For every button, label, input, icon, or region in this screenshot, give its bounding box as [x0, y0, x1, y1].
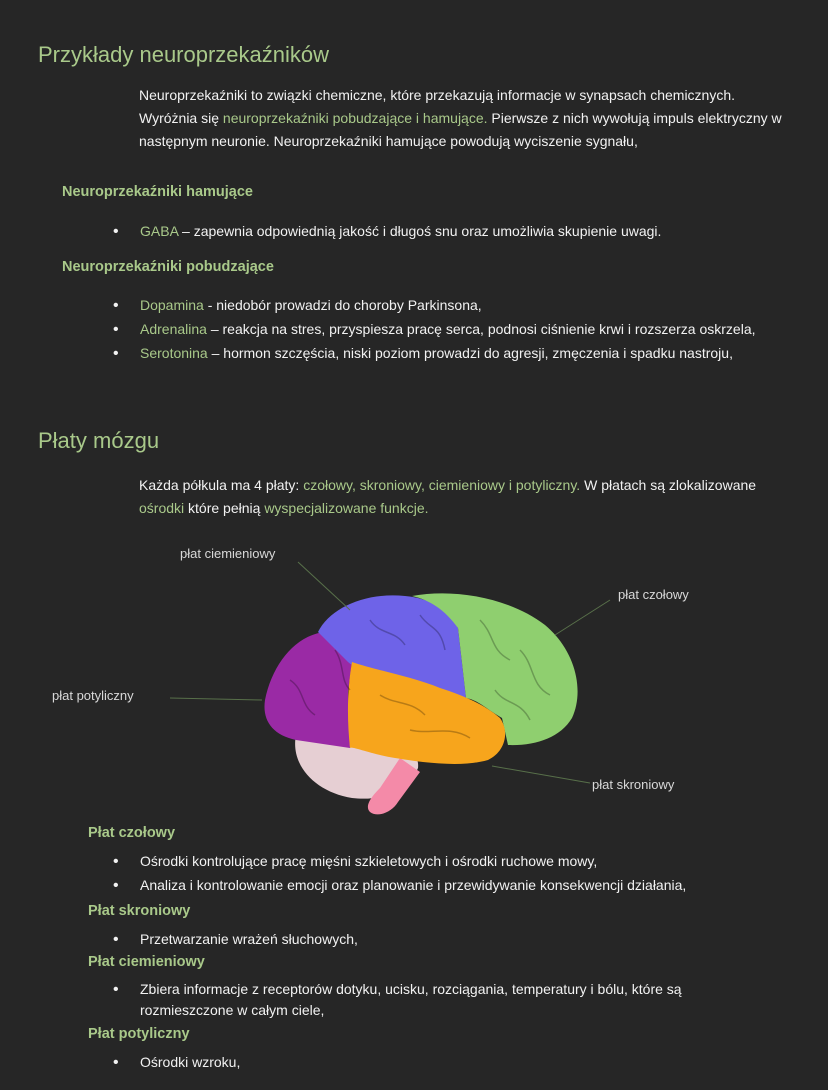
inhibitory-list — [113, 221, 803, 245]
section-title-brain-lobes: Płaty mózgu — [38, 428, 160, 453]
list-item: • Przetwarzanie wrażeń słuchowych, — [113, 929, 813, 950]
temporal-list — [113, 929, 813, 953]
parietal-list — [113, 979, 773, 1024]
label-parietal: płat ciemieniowy — [180, 546, 276, 561]
list-item: • Ośrodki wzroku, — [113, 1052, 813, 1073]
neurotransmitters-intro: Neuroprzekaźniki to związki chemiczne, które przekazują informacje w synapsach chemicznych. Wyróżnia się neuroprzekaźniki pobudzające i hamujące. Pierwsze z nich wywołują impuls elektryczny w następnym neuronie. Neuroprzekaźniki hamujące powodują wyciszenie sygnału, — [139, 87, 782, 149]
excitatory-heading: Neuroprzekaźniki pobudzające — [62, 259, 274, 275]
brain-illustration — [0, 540, 828, 830]
lobe-heading-occipital: Płat potyliczny — [88, 1026, 190, 1042]
section-title-neurotransmitters: Przykłady neuroprzekaźników — [38, 42, 330, 67]
inhibitory-heading: Neuroprzekaźniki hamujące — [62, 184, 253, 200]
list-item: • Dopamina - niedobór prowadzi do choroby Parkinsona, — [113, 295, 773, 316]
list-item: • Adrenalina – reakcja na stres, przyspiesza pracę serca, podnosi ciśnienie krwi i rozszerza oskrzela, — [113, 319, 773, 340]
list-item: • Serotonina – hormon szczęścia, niski poziom prowadzi do agresji, zmęczenia i spadku nastroju, — [113, 343, 773, 364]
list-item: • GABA – zapewnia odpowiednią jakość i długoś snu oraz umożliwia skupienie uwagi. — [113, 221, 803, 242]
label-frontal: płat czołowy — [618, 587, 689, 602]
label-occipital: płat potyliczny — [52, 688, 134, 703]
frontal-list — [113, 851, 813, 899]
label-temporal: płat skroniowy — [592, 777, 675, 792]
lobe-heading-parietal: Płat ciemieniowy — [88, 954, 205, 970]
list-item: • Zbiera informacje z receptorów dotyku, ucisku, rozciągania, temperatury i bólu, które są rozmieszczone w całym ciele, — [113, 979, 773, 1021]
excitatory-list — [113, 295, 773, 367]
list-item: • Analiza i kontrolowanie emocji oraz planowanie i przewidywanie konsekwencji działania, — [113, 875, 813, 896]
lobe-heading-frontal: Płat czołowy — [88, 825, 176, 841]
occipital-list — [113, 1052, 813, 1076]
lobe-heading-temporal: Płat skroniowy — [88, 903, 191, 919]
list-item: • Ośrodki kontrolujące pracę mięśni szkieletowych i ośrodki ruchowe mowy, — [113, 851, 813, 872]
brain-lobes-intro: Każda półkula ma 4 płaty: czołowy, skroniowy, ciemieniowy i potyliczny. W płatach są zlokalizowane ośrodki które pełnią wyspecjalizowane funkcje. — [139, 477, 757, 516]
brain-diagram — [0, 540, 828, 830]
